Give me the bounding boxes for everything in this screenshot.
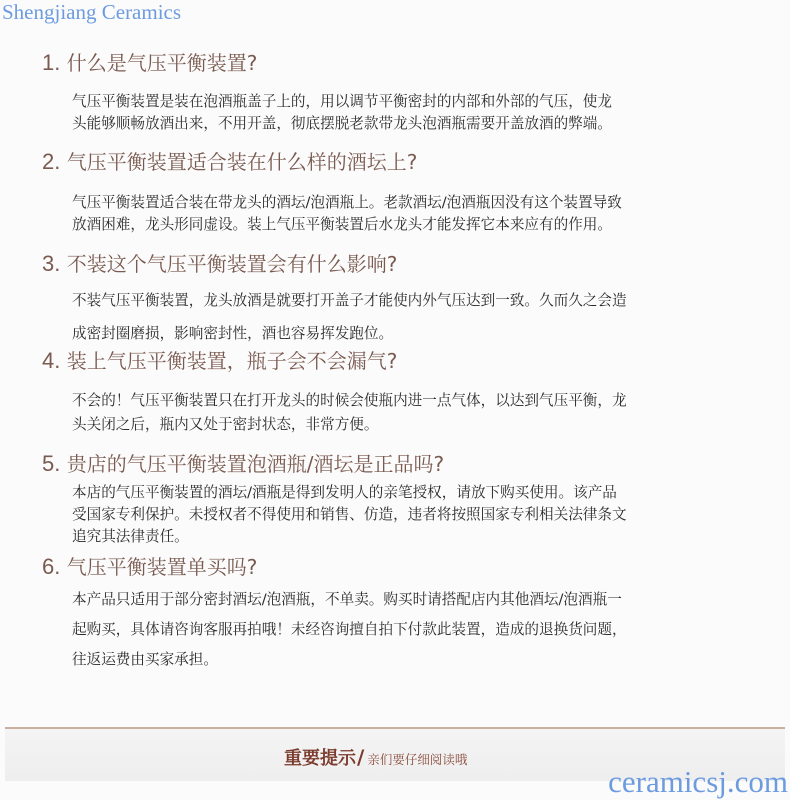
faq-question: 3. 不装这个气压平衡装置会有什么影响? <box>42 251 398 276</box>
faq-answer-line: 放酒困难，龙头形同虚设。装上气压平衡装置后水龙头才能发挥它本来应有的作用。 <box>72 216 612 233</box>
website-watermark: ceramicsj.com <box>608 764 788 799</box>
faq-answer-line: 往返运费由买家承担。 <box>72 651 218 668</box>
faq-question: 4. 装上气压平衡装置，瓶子会不会漏气? <box>42 348 398 373</box>
faq-answer-line: 本产品只适用于部分密封酒坛/泡酒瓶，不单卖。购买时请搭配店内其他酒坛/泡酒瓶一 <box>72 591 622 608</box>
notice-subtitle: 亲们要仔细阅读哦 <box>367 752 468 767</box>
faq-item-1 <box>42 49 772 135</box>
faq-answer-line: 成密封圈磨损，影响密封性，酒也容易挥发跑位。 <box>72 325 394 342</box>
faq-answer-line: 本店的气压平衡装置的酒坛/酒瓶是得到发明人的亲笔授权，请放下购买使用。该产品 <box>72 484 617 501</box>
faq-answer-line: 头能够顺畅放酒出来，不用开盖，彻底摆脱老款带龙头泡酒瓶需要开盖放酒的弊端。 <box>72 115 612 132</box>
faq-item-3 <box>42 250 772 350</box>
faq-answer-line: 气压平衡装置适合装在带龙头的酒坛/泡酒瓶上。老款酒坛/泡酒瓶因没有这个装置导致 <box>72 194 622 211</box>
important-notice <box>284 744 467 770</box>
notice-title: 重要提示 <box>284 748 356 769</box>
faq-answer-line: 头关闭之后，瓶内又处于密封状态，非常方便。 <box>72 416 379 433</box>
faq-question: 1. 什么是气压平衡装置? <box>42 50 258 75</box>
faq-item-2 <box>42 148 772 236</box>
faq-answer-line: 不装气压平衡装置，龙头放酒是就要打开盖子才能使内外气压达到一致。久而久之会造 <box>72 292 627 309</box>
faq-answer-line: 追究其法律责任。 <box>72 528 189 545</box>
brand-watermark: Shengjiang Ceramics <box>2 0 182 24</box>
notice-slash: / <box>357 745 365 769</box>
faq-answer-line: 受国家专利保护。未授权者不得使用和销售、仿造，违者将按照国家专利相关法律条文 <box>72 506 627 523</box>
faq-item-5 <box>42 450 772 548</box>
faq-question: 6. 气压平衡装置单买吗? <box>42 554 258 579</box>
faq-item-6 <box>42 553 772 675</box>
faq-question: 2. 气压平衡装置适合装在什么样的酒坛上? <box>42 149 418 174</box>
faq-item-4 <box>42 347 772 437</box>
faq-answer-line: 气压平衡装置是装在泡酒瓶盖子上的，用以调节平衡密封的内部和外部的气压，使龙 <box>72 93 612 110</box>
faq-question: 5. 贵店的气压平衡装置泡酒瓶/酒坛是正品吗? <box>42 451 445 476</box>
faq-answer-line: 不会的！气压平衡装置只在打开龙头的时候会使瓶内进一点气体，以达到气压平衡，龙 <box>72 392 627 409</box>
faq-answer-line: 起购买，具体请咨询客服再拍哦！未经咨询擅自拍下付款此装置，造成的退换货问题， <box>72 621 627 638</box>
